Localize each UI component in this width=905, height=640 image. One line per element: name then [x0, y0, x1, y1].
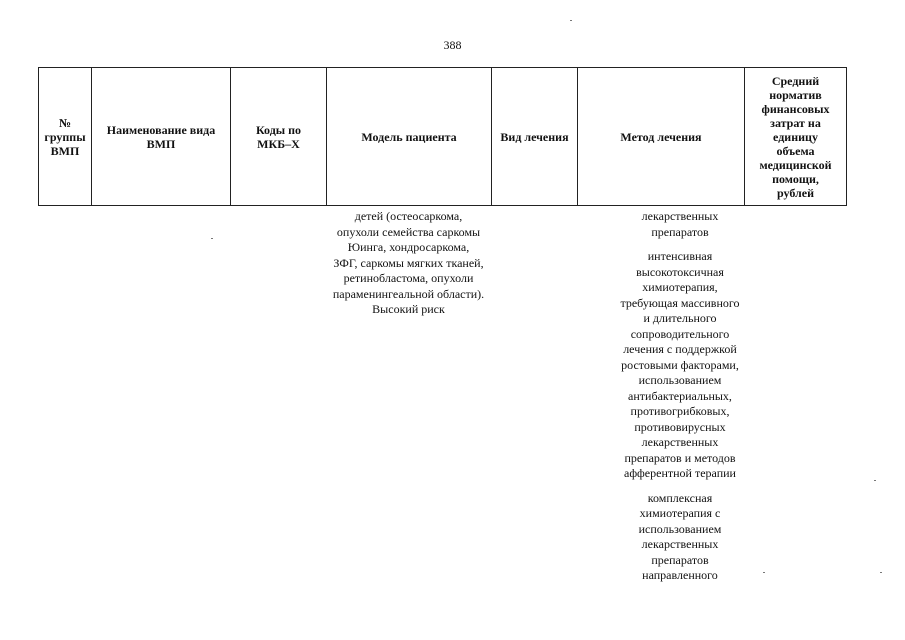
scan-speck: [874, 480, 876, 481]
text-line: ростовыми факторами,: [621, 357, 739, 372]
text-line: и длительного: [643, 311, 717, 325]
text-line: лекарственных: [641, 209, 719, 223]
patient-model-text: [326, 209, 491, 318]
treatment-method-text: [605, 209, 755, 593]
text-line: опухоли семейства саркомы: [336, 224, 481, 239]
scan-speck: [763, 572, 765, 573]
header-table: [38, 67, 847, 206]
text-line: сопроводительного: [630, 326, 730, 341]
text-line: химиотерапия с: [639, 506, 721, 520]
text-line: ретинобластома, опухоли: [343, 271, 474, 285]
text-line: химиотерапия,: [642, 280, 718, 294]
header-vmp-name: Наименование вида ВМП: [92, 68, 231, 206]
text-line: параменингеальной области).: [332, 286, 485, 301]
text-line: афферентной терапии: [624, 466, 736, 480]
header-group-number: № группы ВМП: [39, 68, 92, 206]
text-line: Юинга, хондросаркома,: [347, 240, 470, 254]
header-average-cost: Средний норматив финансовых затрат на единицу объема медицинской помощи, рублей: [745, 68, 847, 206]
text-line: использованием: [638, 373, 722, 387]
header-icd-codes: Коды по МКБ–Х: [231, 68, 327, 206]
text-line: препаратов: [651, 552, 709, 567]
text-line: Высокий риск: [372, 302, 445, 316]
scan-speck: [211, 238, 213, 239]
text-line: лечения с поддержкой: [623, 342, 737, 356]
text-line: требующая массивного: [620, 295, 740, 310]
text-line: препаратов и методов: [624, 450, 736, 465]
scan-speck: [570, 20, 572, 21]
text-line: противовирусных: [634, 419, 726, 434]
header-treatment-method: Метод лечения: [578, 68, 745, 206]
text-line: антибактериальных,: [628, 388, 732, 403]
method-paragraph: [605, 249, 755, 482]
text-line: лекарственных: [641, 537, 719, 551]
header-patient-model: Модель пациента: [327, 68, 492, 206]
method-paragraph: [605, 209, 755, 240]
text-line: ЗФГ, саркомы мягких тканей,: [333, 255, 484, 270]
text-line: противогрибковых,: [630, 404, 730, 418]
text-line: комплексная: [647, 490, 713, 505]
text-line: использованием: [638, 521, 722, 536]
text-line: высокотоксичная: [636, 264, 724, 279]
text-line: препаратов: [651, 224, 709, 239]
scan-speck: [880, 572, 882, 573]
header-treatment-type: Вид лечения: [492, 68, 578, 206]
method-paragraph: [605, 491, 755, 584]
text-line: интенсивная: [647, 249, 713, 263]
page-number: 388: [443, 38, 462, 52]
text-line: направленного: [642, 568, 718, 582]
text-line: лекарственных: [641, 435, 719, 449]
text-line: детей (остеосаркома,: [354, 209, 463, 223]
